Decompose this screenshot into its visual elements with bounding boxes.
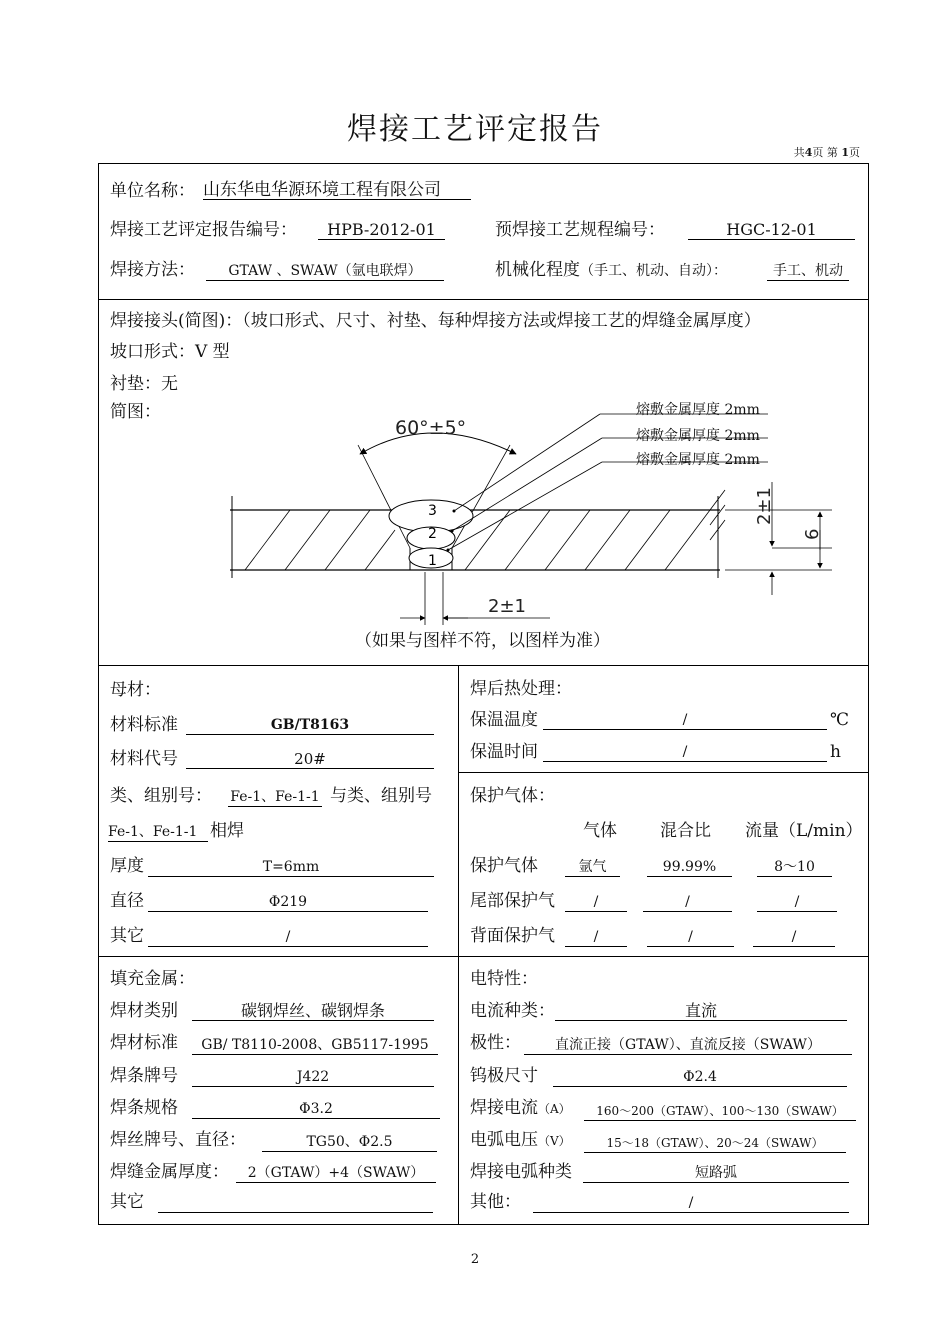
- base-other-value: /: [148, 928, 428, 947]
- elec-other-label: 其他：: [470, 1192, 521, 1212]
- with-group-label: 与类、组别号: [330, 786, 432, 806]
- divider: [458, 772, 869, 773]
- weld-label: 相焊: [210, 821, 244, 841]
- gas-heading: 保护气体：: [470, 786, 555, 806]
- current-value: 160～200（GTAW）、100～130（SWAW）: [584, 1102, 856, 1121]
- filler-other-label: 其它: [110, 1192, 144, 1212]
- filler-type: 碳钢焊丝、碳钢焊条: [192, 1002, 434, 1021]
- divider: [458, 665, 459, 1225]
- material-std: GB/T8163: [186, 716, 434, 735]
- sketch-label: 简图：: [110, 402, 161, 422]
- company-label: 单位名称：: [110, 181, 195, 201]
- page-number: 2: [470, 1252, 480, 1267]
- deposit-label: 焊缝金属厚度：: [110, 1162, 229, 1182]
- hold-time-label: 保温时间: [470, 742, 538, 762]
- gap-label: 2±1: [488, 596, 526, 617]
- wire-value: TG50、Φ2.5: [262, 1133, 437, 1152]
- gas-row-gas: /: [565, 928, 627, 947]
- joint-sketch-diagram: [220, 400, 840, 630]
- diameter-label: 直径: [110, 891, 144, 911]
- thickness-label: 厚度: [110, 856, 144, 876]
- annotation-layer-2: 熔敷金属厚度 2mm: [636, 428, 760, 444]
- layer-3-label: 3: [428, 503, 437, 519]
- filler-std-label: 焊材标准: [110, 1033, 178, 1053]
- root-face-label: 2±1: [754, 487, 775, 525]
- gas-col-gas: 气体: [583, 821, 617, 841]
- hold-temp-label: 保温温度: [470, 710, 538, 730]
- material-code: 20#: [186, 750, 434, 769]
- wire-label: 焊丝牌号、直径：: [110, 1130, 246, 1150]
- base-other-label: 其它: [110, 926, 144, 946]
- pwps-no: HGC-12-01: [688, 221, 855, 240]
- page-title: 焊接工艺评定报告: [347, 112, 603, 147]
- current-label: 焊接电流（A）: [470, 1098, 571, 1118]
- layer-2-label: 2: [428, 526, 437, 542]
- filler-type-label: 焊材类别: [110, 1001, 178, 1021]
- hold-temp-value: /: [543, 711, 827, 730]
- filler-heading: 填充金属：: [110, 969, 195, 989]
- report-no-label: 焊接工艺评定报告编号：: [110, 220, 297, 240]
- group-number-2: Fe-1、Fe-1-1: [108, 823, 208, 842]
- electrical-heading: 电特性：: [470, 969, 538, 989]
- voltage-label: 电弧电压（V）: [470, 1130, 571, 1150]
- pwps-no-label: 预焊接工艺规程编号：: [495, 220, 665, 240]
- gas-row-flow: 8～10: [757, 858, 832, 877]
- gas-row-mix: /: [643, 893, 732, 912]
- electrode-spec: Φ3.2: [192, 1100, 440, 1119]
- gas-row-label: 背面保护气: [470, 926, 555, 946]
- thickness-label: 6: [802, 528, 823, 540]
- annotation-layer-1: 熔敷金属厚度 2mm: [636, 452, 760, 468]
- divider: [98, 665, 869, 666]
- mech-value: 手工、机动: [767, 262, 849, 281]
- gas-row-flow: /: [757, 893, 837, 912]
- tungsten-label: 钨极尺寸: [470, 1066, 538, 1086]
- annotation-layer-3: 熔敷金属厚度 2mm: [636, 402, 760, 418]
- material-std-label: 材料标准: [110, 715, 178, 735]
- gas-row-label: 尾部保护气: [470, 891, 555, 911]
- electrode-brand-label: 焊条牌号: [110, 1066, 178, 1086]
- gas-col-flow: 流量（L/min）: [745, 821, 863, 841]
- filler-other-value: [158, 1194, 433, 1213]
- joint-heading: 焊接接头(简图)：（坡口形式、尺寸、衬垫、每种焊接方法或焊接工艺的焊缝金属厚度）: [110, 311, 761, 331]
- groove-form: 坡口形式：V 型: [110, 342, 230, 362]
- electrode-brand: J422: [192, 1068, 434, 1087]
- page-info: 共4页 第 1页: [793, 146, 860, 159]
- polarity-label: 极性：: [470, 1033, 521, 1053]
- current-type: 直流: [555, 1002, 847, 1021]
- thickness-value: T=6mm: [148, 858, 434, 877]
- voltage-value: 15～18（GTAW）、20～24（SWAW）: [584, 1134, 846, 1153]
- time-unit: h: [830, 742, 841, 762]
- gas-row-mix: /: [647, 928, 734, 947]
- welding-method: GTAW 、SWAW（氩电联焊）: [206, 262, 444, 281]
- mech-label: 机械化程度（手工、机动、自动）：: [495, 260, 727, 280]
- arc-type-label: 焊接电弧种类: [470, 1162, 572, 1182]
- arc-type-value: 短路弧: [583, 1164, 849, 1183]
- group-label: 类、组别号：: [110, 786, 212, 806]
- electrode-spec-label: 焊条规格: [110, 1098, 178, 1118]
- backing: 衬垫：无: [110, 374, 178, 394]
- polarity-value: 直流正接（GTAW）、直流反接（SWAW）: [524, 1036, 852, 1055]
- elec-other-value: /: [533, 1194, 849, 1213]
- base-metal-heading: 母材：: [110, 680, 161, 700]
- report-no: HPB-2012-01: [318, 221, 445, 240]
- diameter-value: Φ219: [148, 893, 428, 912]
- gas-row-label: 保护气体: [470, 856, 538, 876]
- filler-std: GB/ T8110-2008、GB5117-1995: [192, 1036, 438, 1055]
- angle-label: 60°±5°: [395, 417, 467, 439]
- hold-time-value: /: [543, 743, 827, 762]
- gas-row-gas: /: [565, 893, 627, 912]
- tungsten-value: Φ2.4: [553, 1068, 847, 1087]
- material-code-label: 材料代号: [110, 749, 178, 769]
- method-label: 焊接方法：: [110, 260, 195, 280]
- company-name: 山东华电华源环境工程有限公司: [203, 181, 471, 200]
- group-number-1: Fe-1、Fe-1-1: [228, 788, 322, 807]
- current-type-label: 电流种类：: [470, 1001, 555, 1021]
- gas-row-flow: /: [753, 928, 835, 947]
- divider: [98, 299, 869, 300]
- divider: [98, 956, 869, 957]
- gas-row-mix: 99.99%: [647, 858, 732, 877]
- pwht-heading: 焊后热处理：: [470, 679, 572, 699]
- gas-col-mix: 混合比: [660, 821, 711, 841]
- gas-row-gas: 氩气: [565, 858, 620, 877]
- sketch-note: （如果与图样不符，以图样为准）: [355, 631, 610, 651]
- layer-1-label: 1: [428, 553, 437, 569]
- temp-unit: ℃: [830, 710, 850, 730]
- deposit-value: 2（GTAW）+4（SWAW）: [236, 1164, 436, 1183]
